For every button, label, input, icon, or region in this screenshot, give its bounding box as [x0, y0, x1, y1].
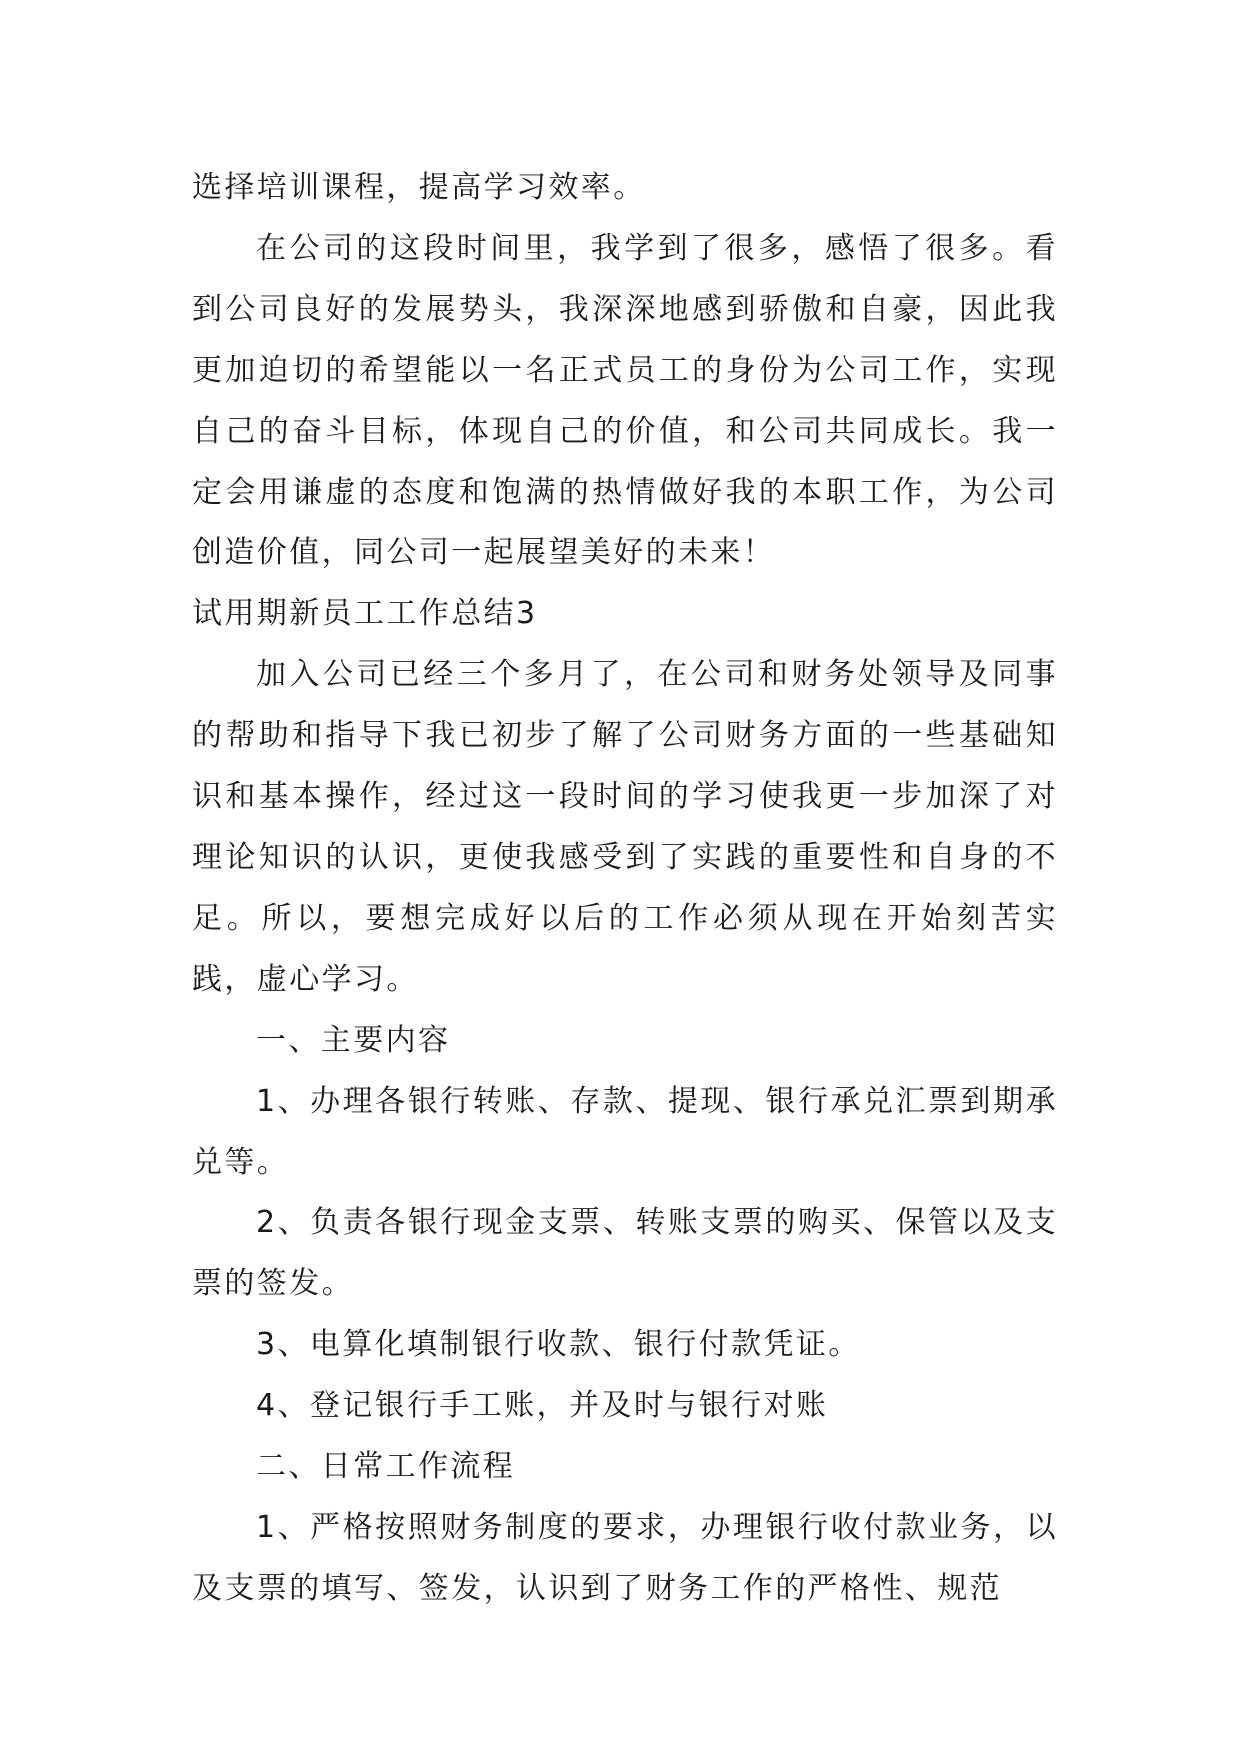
- paragraph-intro: 加入公司已经三个多月了，在公司和财务处领导及同事的帮助和指导下我已初步了解了公司财务方面的一些基础知识和基本操作，经过这一段时间的学习使我更一步加深了对理论知识的认识，更使我感受到了实践的重要性和自身的不足。所以，要想完成好以后的工作必须从现在开始刻苦实践，虚心学习。: [192, 657, 1058, 997]
- document-body: [192, 158, 1058, 1620]
- list-item: 2、负责各银行现金支票、转账支票的购买、保管以及支票的签发。: [192, 1205, 1058, 1302]
- list-item: 4、登记银行手工账，并及时与银行对账: [256, 1388, 829, 1424]
- list-item: 1、办理各银行转账、存款、提现、银行承兑汇票到期承兑等。: [192, 1083, 1058, 1180]
- list-item: 3、电算化填制银行收款、银行付款凭证。: [256, 1327, 861, 1363]
- list-item: 1、严格按照财务制度的要求，办理银行收付款业务，以及支票的填写、签发，认识到了财务工作的严格性、规范: [192, 1509, 1058, 1606]
- section-title: 试用期新员工工作总结3: [192, 596, 538, 632]
- heading-daily-workflow: 二、日常工作流程: [256, 1449, 516, 1485]
- heading-main-content: 一、主要内容: [256, 1022, 451, 1058]
- paragraph-reflection: 在公司的这段时间里，我学到了很多，感悟了很多。看到公司良好的发展势头，我深深地感到骄傲和自豪，因此我更加迫切的希望能以一名正式员工的身份为公司工作，实现自己的奋斗目标，体现自己的价值，和公司共同成长。我一定会用谦虚的态度和饱满的热情做好我的本职工作，为公司创造价值，同公司一起展望美好的未来！: [192, 230, 1058, 571]
- paragraph-continuation: 选择培训课程，提高学习效率。: [192, 170, 646, 205]
